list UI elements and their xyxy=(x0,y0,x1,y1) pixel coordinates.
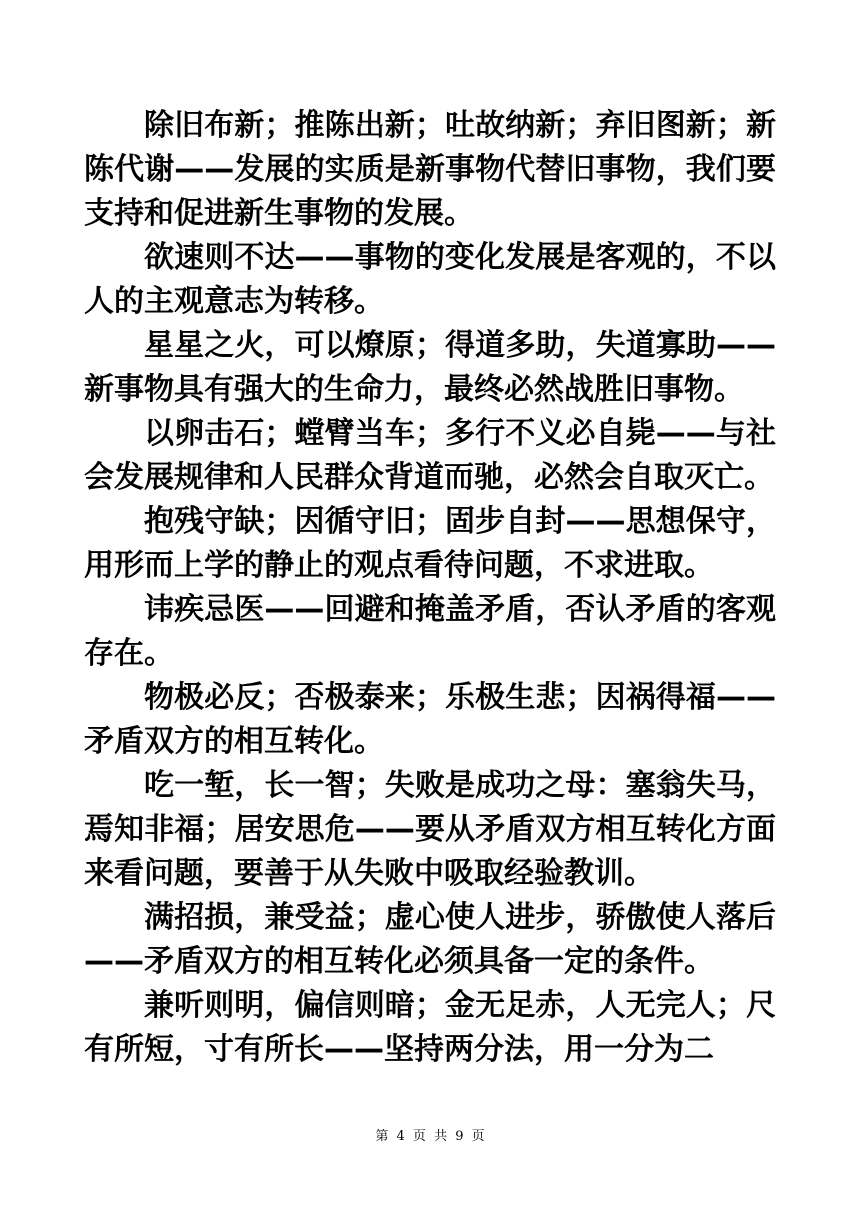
footer-page-number: 4 xyxy=(396,1129,405,1144)
paragraph: 讳疾忌医——回避和掩盖矛盾，否认矛盾的客观存在。 xyxy=(84,592,776,671)
paragraph: 物极必反；否极泰来；乐极生悲；因祸得福——矛盾双方的相互转化。 xyxy=(84,680,776,759)
paragraph: 欲速则不达——事物的变化发展是客观的，不以人的主观意志为转移。 xyxy=(84,240,776,319)
footer-page-unit: 页 xyxy=(412,1129,426,1144)
paragraph: 星星之火，可以燎原；得道多助，失道寡助——新事物具有强大的生命力，最终必然战胜旧事物。 xyxy=(84,328,776,407)
paragraph: 兼听则明，偏信则暗；金无足赤，人无完人；尺有所短，寸有所长——坚持两分法，用一分为二 xyxy=(84,988,776,1067)
paragraph: 以卵击石；螳臂当车；多行不义必自毙——与社会发展规律和人民群众背道而驰，必然会自取灭亡。 xyxy=(84,416,776,495)
footer-prefix: 第 xyxy=(375,1129,389,1144)
paragraph: 满招损，兼受益；虚心使人进步，骄傲使人落后——矛盾双方的相互转化必须具备一定的条件。 xyxy=(84,900,776,979)
page-body xyxy=(84,104,776,1072)
footer-total-label: 共 xyxy=(434,1129,448,1144)
footer-total-unit: 页 xyxy=(471,1129,485,1144)
paragraph: 抱残守缺；因循守旧；固步自封——思想保守，用形而上学的静止的观点看待问题，不求进取。 xyxy=(84,504,776,583)
paragraph: 吃一堑，长一智；失败是成功之母：塞翁失马，焉知非福；居安思危——要从矛盾双方相互转化方面来看问题，要善于从失败中吸取经验教训。 xyxy=(84,768,776,891)
paragraph: 除旧布新；推陈出新；吐故纳新；弃旧图新；新陈代谢——发展的实质是新事物代替旧事物，我们要支持和促进新生事物的发展。 xyxy=(84,108,776,231)
footer-total-pages: 9 xyxy=(455,1129,464,1144)
page-footer xyxy=(0,1128,860,1146)
